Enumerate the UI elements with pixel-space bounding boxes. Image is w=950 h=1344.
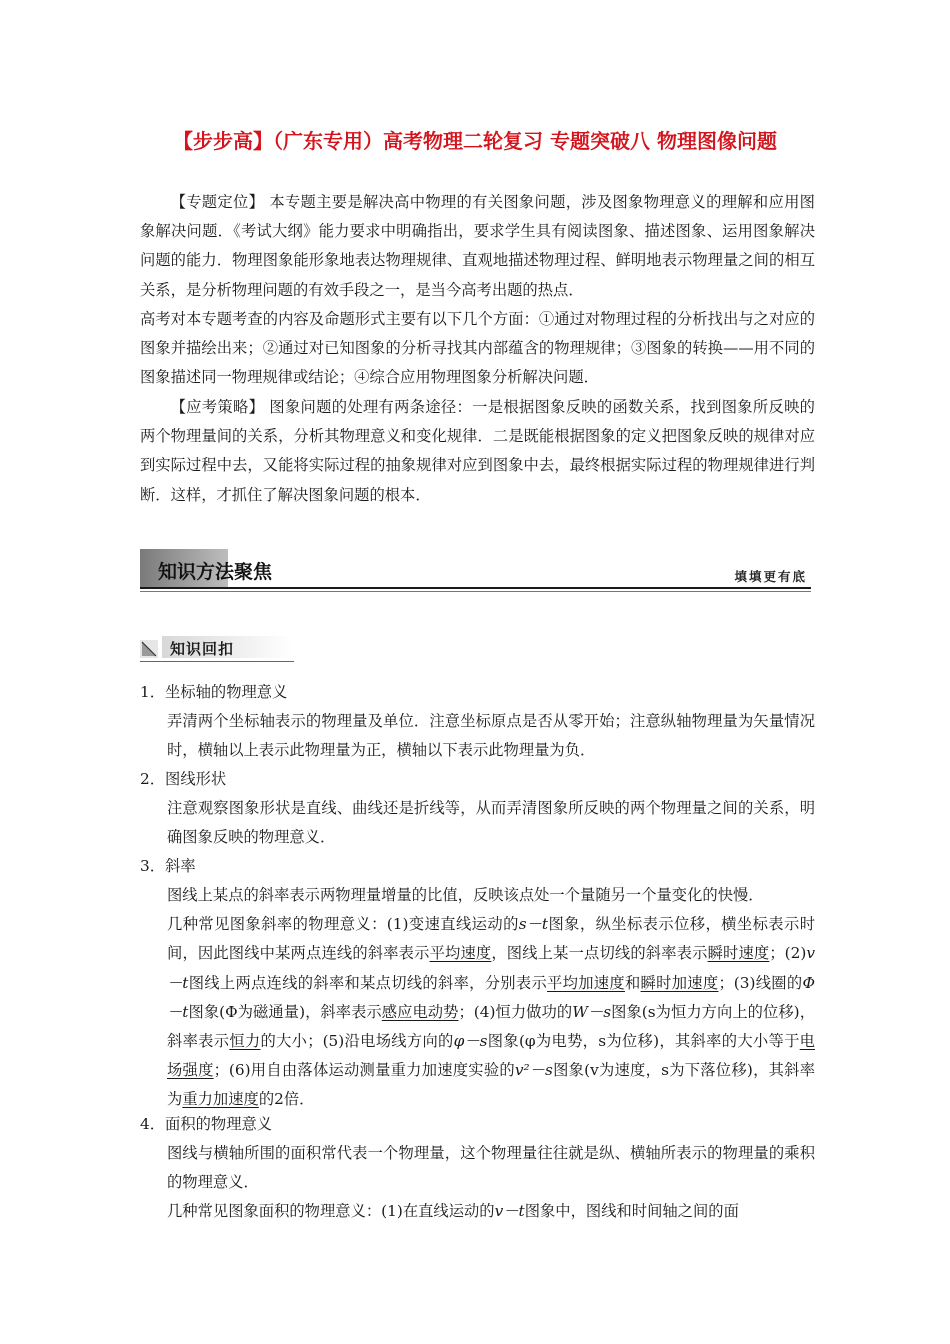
term-field-strength: 电场强度 (167, 1032, 815, 1080)
banner-title: 知识方法聚焦 (158, 561, 273, 583)
var-phi-t: Φ－t (167, 973, 815, 1021)
slope-text: 图象(s为恒力方向上的位移)，斜率表示 (167, 1002, 815, 1051)
banner-rule (140, 587, 811, 589)
term-constant-force: 恒力 (229, 1032, 261, 1051)
var-w-s: W－s (572, 1002, 612, 1021)
var-s-t: s－t (518, 915, 549, 934)
subsection-title: 知识回扣 (170, 640, 235, 658)
var-v2-s: v²－s (514, 1061, 553, 1080)
item-4-body (167, 1139, 815, 1227)
item-1-body: 弄清两个坐标轴表示的物理量及单位．注意坐标原点是否从零开始；注意纵轴物理量为矢量情况时，横轴以上表示此物理量为正，横轴以下表示此物理量为负． (167, 712, 815, 760)
strategy-label: 【应考策略】 (170, 398, 265, 416)
area-intro: 图线与横轴所围的面积常代表一个物理量，这个物理量往往就是纵、横轴所表示的物理量的乘积的物理意义． (167, 1144, 815, 1192)
term-average-acceleration: 平均加速度 (547, 973, 625, 992)
term-instant-acceleration: 瞬时加速度 (640, 973, 719, 992)
slope-text: 和 (624, 973, 641, 992)
var-v-t: v－t (494, 1202, 525, 1221)
slope-text: ；(4)恒力做功的 (458, 1002, 573, 1021)
positioning-text: 本专题主要是解决高中物理的有关图象问题，涉及图象物理意义的理解和应用图象解决问题．《考试大纲》能力要求中明确指出，要求学生具有阅读图象、描述图象、运用图象解决问题的能力．物理图象能形象地表达物理规律、直观地描述物理过程、鲜明地表示物理量之间的相互关系，是分析物理问题的有效手段之一，是当今高考出题的热点． (140, 193, 815, 299)
area-text: 几种常见图象面积的物理意义：(1)在直线运动的 (167, 1202, 495, 1221)
banner-rule-thin (140, 591, 811, 592)
item-2-body: 注意观察图象形状是直线、曲线还是折线等，从而弄清图象所反映的两个物理量之间的关系，明确图象反映的物理意义． (167, 799, 815, 847)
term-instant-velocity: 瞬时速度 (707, 944, 770, 963)
slope-text: ；(3)线圈的 (718, 973, 803, 992)
term-average-velocity: 平均速度 (429, 944, 492, 963)
item-3-body (167, 881, 815, 1115)
slope-text: ，图线上某一点切线的斜率表示 (491, 944, 708, 963)
strategy-text: 图象问题的处理有两条途径：一是根据图象反映的函数关系，找到图象所反映的两个物理量间的关系，分析其物理意义和变化规律．二是既能根据图象的定义把图象反映的规律对应到实际过程中去，又能将实际过程的抽象规律对应到图象中去，最终根据实际过程的物理规律进行判断．这样，才抓住了解决图象问题的根本． (140, 398, 815, 504)
slope-text: ；(2) (769, 944, 807, 963)
slope-text: 几种常见图象斜率的物理意义：(1)变速直线运动的 (167, 915, 519, 934)
exam-forms-text: 高考对本专题考查的内容及命题形式主要有以下几个方面：①通过对物理过程的分析找出与之对应的图象并描绘出来；②通过对已知图象的分析寻找其内部蕴含的物理规律；③图象的转换——用不同的图象描述同一物理规律或结论；④综合应用物理图象分析解决问题． (140, 309, 815, 387)
slope-text: 图象(Φ为磁通量)，斜率表示 (188, 1002, 382, 1021)
slope-intro: 图线上某点的斜率表示两物理量增量的比值，反映该点处一个量随另一个量变化的快慢． (167, 886, 764, 904)
var-v-t: v－t (167, 944, 815, 992)
slope-text: 的大小；(5)沿电场线方向的 (260, 1032, 454, 1051)
var-potential-s: φ－s (453, 1032, 488, 1051)
item-3-head: 3．斜率 (140, 857, 196, 875)
section-banner (140, 549, 811, 589)
banner-right-label: 填填更有底 (734, 569, 807, 584)
item-1-head: 1．坐标轴的物理意义 (140, 683, 288, 701)
slope-text: 图象(φ为电势，s为位移)，其斜率的大小等于 (487, 1032, 800, 1051)
term-induced-emf: 感应电动势 (381, 1002, 459, 1021)
slope-text: 图象(v为速度，s为下落位移)，其斜率为 (167, 1061, 815, 1109)
document-title: 【步步高】（广东专用）高考物理二轮复习 专题突破八 物理图像问题 (173, 129, 777, 153)
item-4-head: 4．面积的物理意义 (140, 1115, 273, 1133)
corner-triangle-icon (140, 640, 158, 658)
intro-strategy (140, 393, 815, 510)
term-gravity-acceleration: 重力加速度 (182, 1090, 259, 1109)
positioning-label: 【专题定位】 (170, 193, 265, 211)
item-2-head: 2．图线形状 (140, 770, 227, 788)
slope-text: 的2倍． (258, 1090, 315, 1109)
slope-text: ；(6)用自由落体运动测量重力加速度实验的 (213, 1061, 515, 1080)
area-text: 图象中，图线和时间轴之间的面 (524, 1202, 739, 1221)
slope-text: 图象，纵坐标表示位移，横坐标表示时间，因此图线中某两点连线的斜率表示 (167, 915, 815, 963)
intro-positioning (140, 188, 815, 392)
subsection-header (140, 636, 295, 664)
subsection-rule (140, 661, 294, 662)
slope-text: 图线上两点连线的斜率和某点切线的斜率，分别表示 (188, 973, 548, 992)
